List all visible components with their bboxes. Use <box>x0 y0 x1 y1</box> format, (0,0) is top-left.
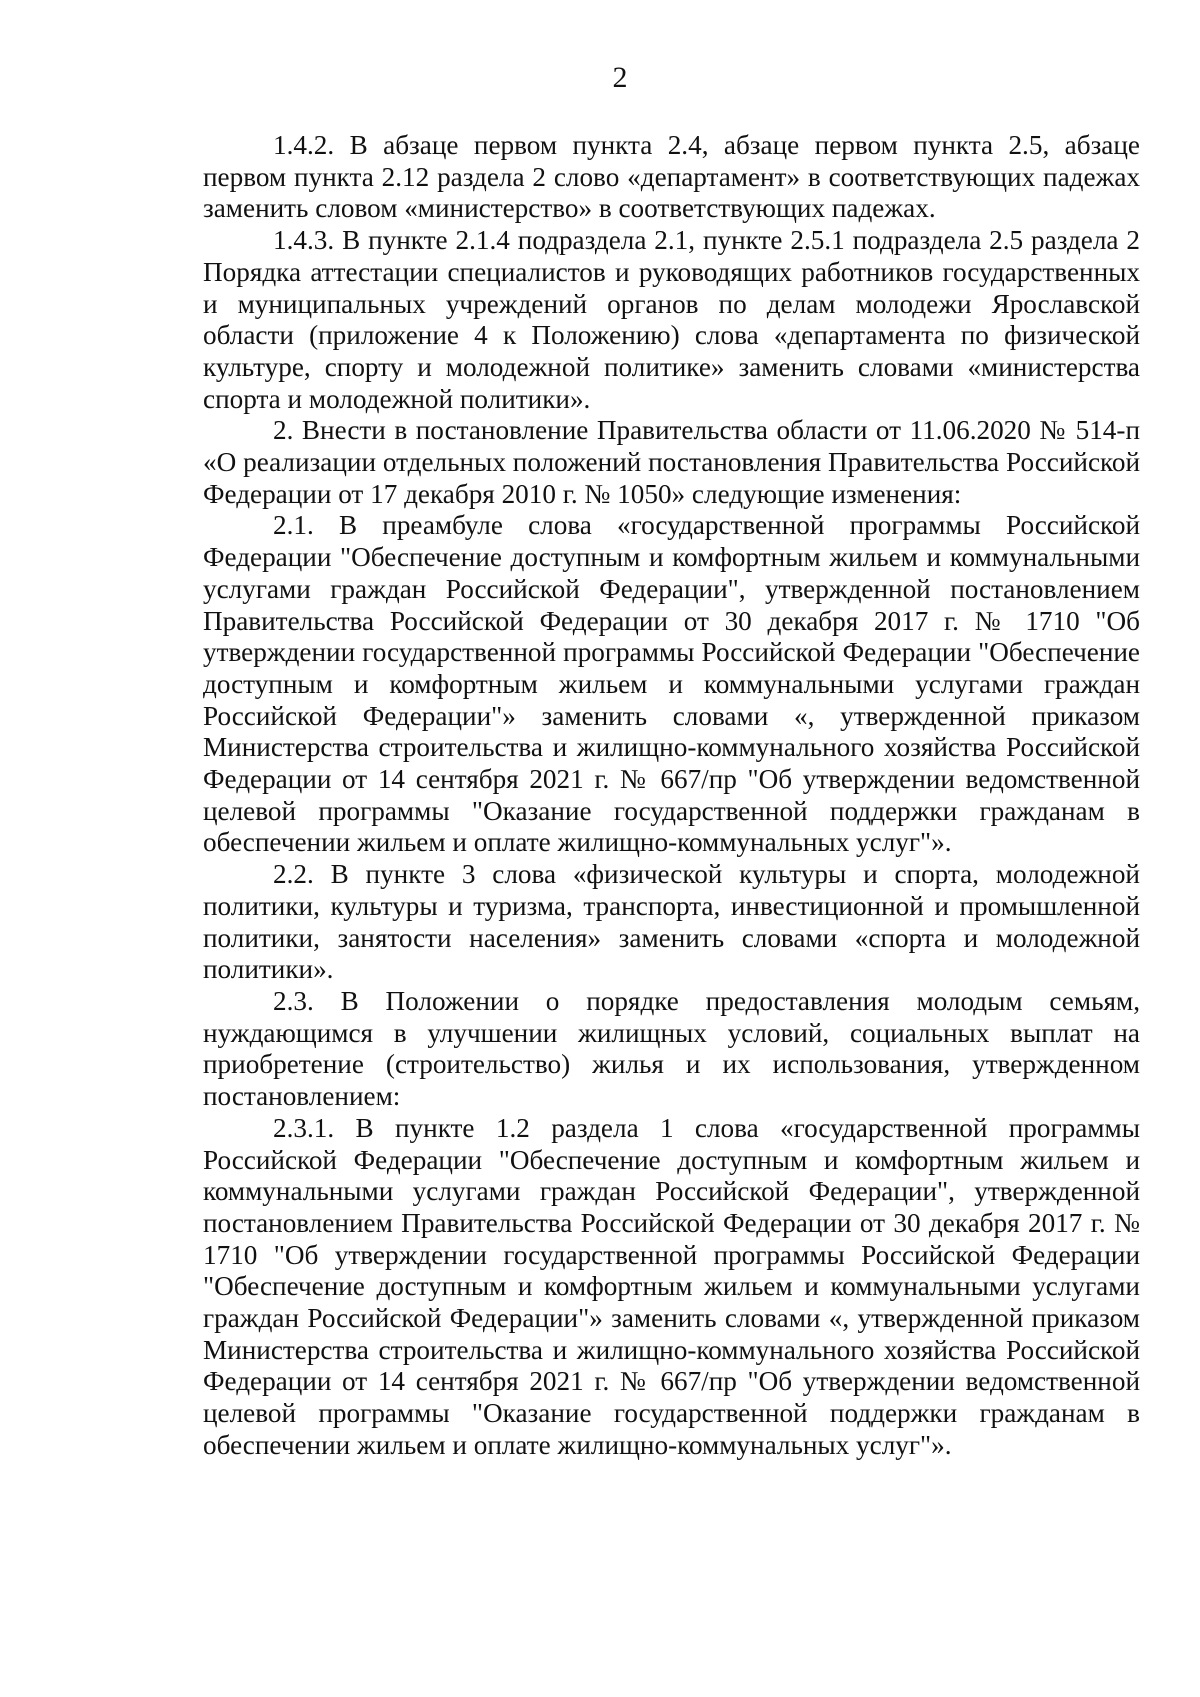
paragraph-2-1: 2.1. В преамбуле слова «государственной программы Российской Федерации "Обеспечение доступным и комфортным жильем и коммунальными услугами граждан Российской Федерации", утвержденной постановлением Правительства Российской Федерации от 30 декабря 2017 г. № 1710 "Об утверждении государственной программы Российской Федерации "Обеспечение доступным и комфортным жильем и коммунальными услугами граждан Российской Федерации"» заменить словами «, утвержденной приказом Министерства строительства и жилищно-коммунального хозяйства Российской Федерации от 14 сентября 2021 г. № 667/пр "Об утверждении ведомственной целевой программы "Оказание государственной поддержки гражданам в обеспечении жильем и оплате жилищно-коммунальных услуг"». <box>203 510 1140 858</box>
paragraph-2-3: 2.3. В Положении о порядке предоставления молодым семьям, нуждающимся в улучшении жилищных условий, социальных выплат на приобретение (строительство) жилья и их использования, утвержденном постановлением: <box>203 985 1140 1112</box>
paragraph-2-3-1: 2.3.1. В пункте 1.2 раздела 1 слова «государственной программы Российской Федерации "Обеспечение доступным и комфортным жильем и коммунальными услугами граждан Российской Федерации", утвержденной постановлением Правительства Российской Федерации от 30 декабря 2017 г. № 1710 "Об утверждении государственной программы Российской Федерации "Обеспечение доступным и комфортным жильем и коммунальными услугами граждан Российской Федерации"» заменить словами «, утвержденной приказом Министерства строительства и жилищно-коммунального хозяйства Российской Федерации от 14 сентября 2021 г. № 667/пр "Об утверждении ведомственной целевой программы "Оказание государственной поддержки гражданам в обеспечении жильем и оплате жилищно-коммунальных услуг"». <box>203 1112 1140 1460</box>
paragraph-1-4-2: 1.4.2. В абзаце первом пункта 2.4, абзаце первом пункта 2.5, абзаце первом пункта 2.12 раздела 2 слово «департамент» в соответствующих падежах заменить словом «министерство» в соответствующих падежах. <box>203 130 1140 224</box>
paragraph-1-4-3: 1.4.3. В пункте 2.1.4 подраздела 2.1, пункте 2.5.1 подраздела 2.5 раздела 2 Порядка аттестации специалистов и руководящих работников государственных и муниципальных учреждений органов по делам молодежи Ярославской области (приложение 4 к Положению) слова «департамента по физической культуре, спорту и молодежной политике» заменить словами «министерства спорта и молодежной политики». <box>203 225 1140 414</box>
page-number: 2 <box>612 61 628 94</box>
document-body <box>203 130 1140 1462</box>
paragraph-2: 2. Внести в постановление Правительства области от 11.06.2020 № 514-п «О реализации отдельных положений постановления Правительства Российской Федерации от 17 декабря 2010 г. № 1050» следующие изменения: <box>203 415 1140 509</box>
paragraph-2-2: 2.2. В пункте 3 слова «физической культуры и спорта, молодежной политики, культуры и туризма, транспорта, инвестиционной и промышленной политики, занятости населения» заменить словами «спорта и молодежной политики». <box>203 859 1140 985</box>
